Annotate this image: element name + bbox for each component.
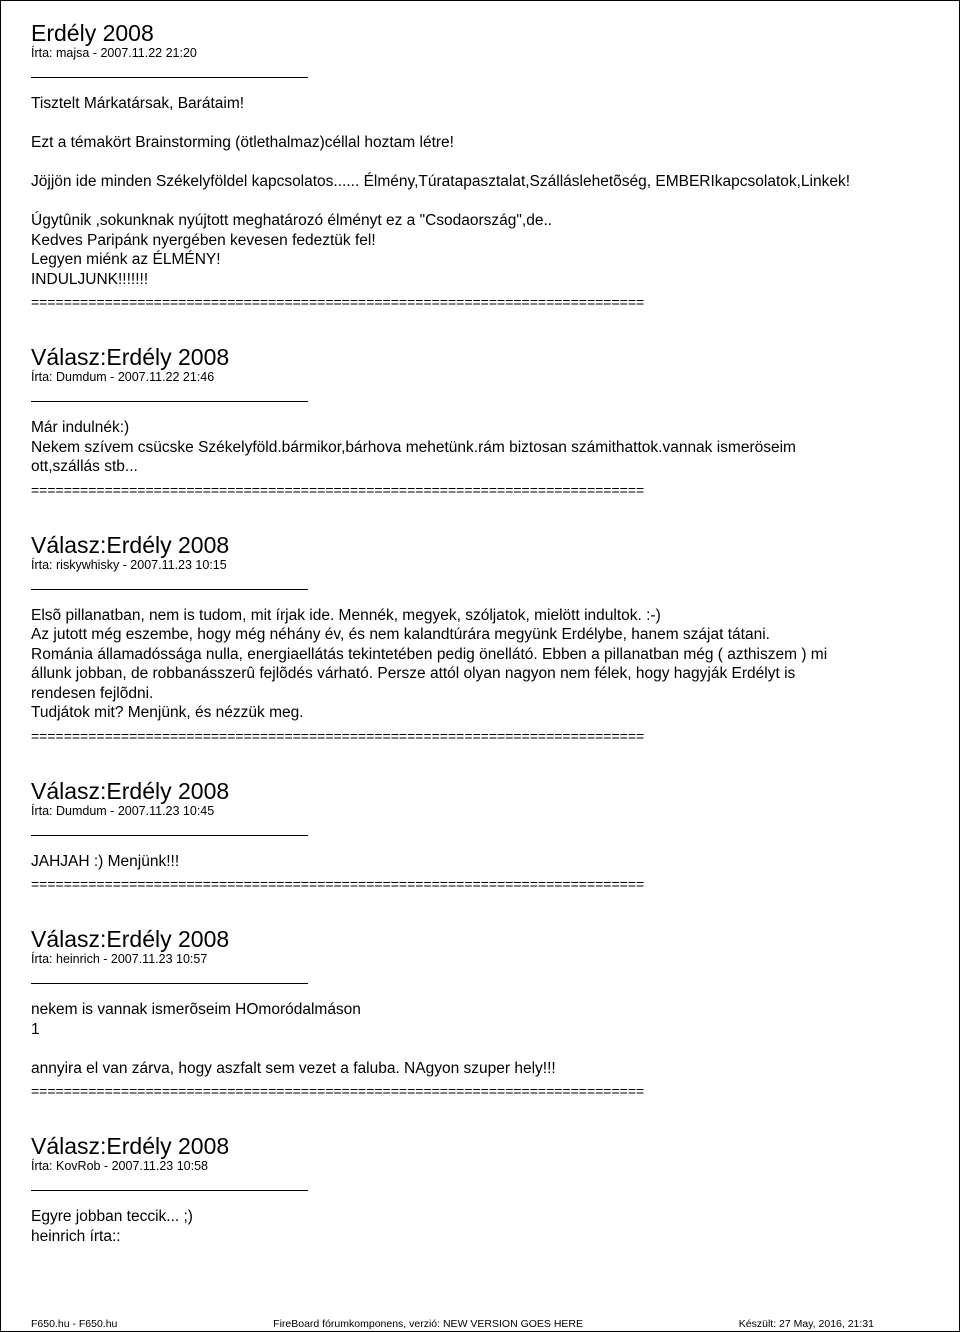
post-header-rule: [31, 835, 308, 836]
post-text-line: Románia államadóssága nulla, energiaellátás tekintetében pedig önellátó. Ebben a pillanatban még ( azthiszem ) mi: [31, 645, 828, 663]
post-separator: ===========================================================================: [31, 727, 645, 744]
post-author-date: Írta: Dumdum - 2007.11.23 10:45: [31, 803, 215, 818]
post-title: Erdély 2008: [31, 20, 154, 46]
post-text-line: Elsõ pillanatban, nem is tudom, mit írjak ide. Mennék, megyek, szóljatok, mielött indultok. :-): [31, 606, 661, 624]
post-text-line: Kedves Paripánk nyergében kevesen fedeztük fel!: [31, 231, 376, 249]
forum-post: [31, 924, 936, 1099]
post-author-date: Írta: heinrich - 2007.11.23 10:57: [31, 952, 208, 966]
post-separator: ===========================================================================: [31, 294, 645, 310]
post-text-line: Nekem szívem csücske Székelyföld.bármikor,bárhova mehetünk.rám biztosan számithattok.vannak ismeröseim: [31, 438, 796, 456]
post-text-line: ott,szállás stb...: [31, 458, 138, 475]
page-footer: [31, 1318, 874, 1330]
post-header-rule: [31, 589, 308, 590]
post-text-line: heinrich írta::: [31, 1227, 121, 1245]
post-body: [31, 852, 936, 872]
post-text-line: Már indulnék:): [31, 419, 130, 436]
forum-post: [31, 1131, 936, 1246]
post-text-line: INDULJUNK!!!!!!!: [31, 270, 149, 288]
forum-post: [31, 18, 936, 310]
post-body: [31, 606, 936, 723]
post-body: [31, 418, 936, 477]
post-body: [31, 94, 936, 289]
post-text-line: Tudjátok mit? Menjünk, és nézzük meg.: [31, 704, 304, 721]
post-text-line: annyira el van zárva, hogy aszfalt sem vezet a faluba. NAgyon szuper hely!!!: [31, 1059, 556, 1077]
post-text-line: Úgytûnik ,sokunknak nyújtott meghatározó élményt ez a "Csodaország",de..: [31, 212, 553, 229]
post-header-rule: [31, 77, 308, 78]
post-header-rule: [31, 983, 308, 984]
footer-site: F650.hu - F650.hu: [31, 1318, 118, 1330]
post-title: Válasz:Erdély 2008: [31, 926, 230, 952]
footer-generated: Készült: 27 May, 2016, 21:31: [738, 1318, 874, 1330]
post-text-line: Egyre jobban teccik... ;): [31, 1208, 193, 1225]
post-header-rule: [31, 1190, 308, 1191]
footer-component: FireBoard fórumkomponens, verzió: NEW VERSION GOES HERE: [273, 1318, 583, 1330]
post-title: Válasz:Erdély 2008: [31, 344, 230, 370]
post-author-date: Írta: Dumdum - 2007.11.22 21:46: [31, 370, 215, 384]
forum-post: [31, 342, 936, 498]
post-text-line: 1: [31, 1020, 40, 1038]
post-text-line: nekem is vannak ismerõseim HOmoródalmáson: [31, 1001, 361, 1018]
forum-post: [31, 776, 936, 893]
post-author-date: Írta: majsa - 2007.11.22 21:20: [31, 46, 197, 60]
post-text-line: Ezt a témakört Brainstorming (ötlethalmaz)céllal hoztam létre!: [31, 134, 454, 151]
post-text-line: Az jutott még eszembe, hogy még néhány év, és nem kalandtúrára megyünk Erdélybe, hanem szájat tátani.: [31, 626, 770, 643]
post-separator: ===========================================================================: [31, 876, 645, 892]
forum-post: [31, 530, 936, 744]
post-title: Válasz:Erdély 2008: [31, 777, 230, 804]
post-body: [31, 1000, 936, 1078]
post-text-line: rendesen fejlõdni.: [31, 684, 154, 702]
post-text-line: JAHJAH :) Menjünk!!!: [31, 852, 180, 870]
post-author-date: Írta: riskywhisky - 2007.11.23 10:15: [31, 557, 227, 572]
post-separator: ===========================================================================: [31, 481, 645, 498]
post-text-line: Jöjjön ide minden Székelyföldel kapcsolatos...... Élmény,Túratapasztalat,Szálláslehetõség, EMBERIkapcsolatok,Linkek!: [31, 173, 851, 190]
post-text-line: Tisztelt Márkatársak, Barátaim!: [31, 95, 245, 112]
forum-thread: [31, 18, 936, 1246]
post-author-date: Írta: KovRob - 2007.11.23 10:58: [31, 1159, 208, 1173]
post-title: Válasz:Erdély 2008: [31, 1133, 230, 1159]
post-header-rule: [31, 401, 308, 402]
post-title: Válasz:Erdély 2008: [31, 531, 230, 558]
post-body: [31, 1207, 936, 1246]
post-separator: ===========================================================================: [31, 1083, 645, 1099]
post-text-line: Legyen miénk az ÉLMÉNY!: [31, 251, 221, 268]
post-text-line: állunk jobban, de robbanásszerû fejlõdés várható. Persze attól olyan nagyon nem félek, hogy hagyják Erdélyt is: [31, 665, 796, 682]
